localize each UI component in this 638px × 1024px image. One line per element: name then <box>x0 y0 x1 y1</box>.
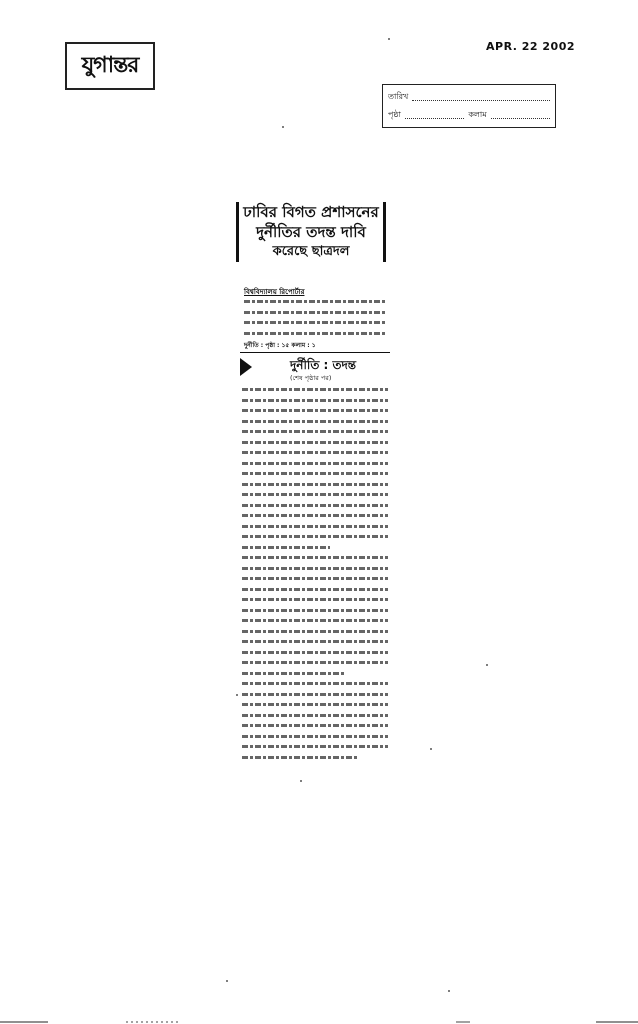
scan-speck <box>388 38 390 40</box>
lead-line <box>244 296 386 307</box>
scan-speck <box>282 126 284 128</box>
section-divider <box>240 352 390 353</box>
record-column-dots <box>491 106 550 119</box>
scan-bottom-edge <box>0 1016 638 1024</box>
body-text-line <box>242 468 388 479</box>
article-byline: বিশ্ববিদ্যালয় রিপোর্টার <box>244 288 305 296</box>
body-text-line <box>242 542 388 553</box>
body-text-line <box>242 647 388 658</box>
masthead-text: যুগান্তর <box>81 52 139 78</box>
body-text-line <box>242 384 388 395</box>
body-text-line <box>242 521 388 532</box>
article-lead-paragraph <box>244 296 386 338</box>
body-text-line <box>242 605 388 616</box>
body-text-line <box>242 584 388 595</box>
continued-note: (শেষ পৃষ্ঠার পর) <box>290 374 332 382</box>
record-page-dots <box>405 106 464 119</box>
scan-speck <box>300 780 302 782</box>
record-page-label: পৃষ্ঠা <box>388 110 401 119</box>
body-text-line <box>242 405 388 416</box>
body-text-line <box>242 500 388 511</box>
arrow-marker-icon <box>240 358 252 376</box>
scan-speck <box>226 980 228 982</box>
continuation-reference: দুর্নীতি : পৃষ্ঠা : ১৫ কলাম : ১ <box>244 342 316 349</box>
article-body <box>242 384 388 762</box>
body-text-line <box>242 426 388 437</box>
body-text-line <box>242 710 388 721</box>
scan-speck <box>448 990 450 992</box>
scan-speck <box>236 694 238 696</box>
body-text-line <box>242 699 388 710</box>
newspaper-masthead-stamp <box>65 42 155 90</box>
body-text-line <box>242 731 388 742</box>
lead-line <box>244 328 386 339</box>
scan-speck <box>486 664 488 666</box>
body-text-line <box>242 563 388 574</box>
body-text-line <box>242 657 388 668</box>
body-text-line <box>242 531 388 542</box>
body-text-line <box>242 447 388 458</box>
record-date-label: তারিখ <box>388 92 409 101</box>
body-text-line <box>242 720 388 731</box>
scan-speck <box>430 748 432 750</box>
headline-line-1: ঢাবির বিগত প্রশাসনের <box>243 203 379 221</box>
record-date-dots <box>412 88 550 101</box>
body-text-line <box>242 479 388 490</box>
body-text-line <box>242 752 388 763</box>
body-text-line <box>242 615 388 626</box>
body-text-line <box>242 626 388 637</box>
date-stamp: APR. 22 2002 <box>486 40 576 53</box>
body-text-line <box>242 510 388 521</box>
body-text-line <box>242 489 388 500</box>
body-text-line <box>242 668 388 679</box>
lead-line <box>244 317 386 328</box>
body-text-line <box>242 552 388 563</box>
body-text-line <box>242 741 388 752</box>
body-text-line <box>242 594 388 605</box>
record-row-date <box>388 88 550 106</box>
body-text-line <box>242 416 388 427</box>
body-text-line <box>242 437 388 448</box>
body-text-line <box>242 573 388 584</box>
record-stamp-box <box>382 84 556 128</box>
continued-headline: দুর্নীতি : তদন্ত <box>290 358 357 372</box>
body-text-line <box>242 636 388 647</box>
body-text-line <box>242 458 388 469</box>
body-text-line <box>242 678 388 689</box>
lead-line <box>244 307 386 318</box>
body-text-line <box>242 689 388 700</box>
article-headline <box>236 202 386 262</box>
headline-line-3: করেছে ছাত্রদল <box>272 244 350 259</box>
headline-line-2: দুর্নীতির তদন্ত দাবি <box>256 223 366 241</box>
record-column-label: কলাম <box>468 110 487 119</box>
record-row-page <box>388 106 550 124</box>
body-text-line <box>242 395 388 406</box>
